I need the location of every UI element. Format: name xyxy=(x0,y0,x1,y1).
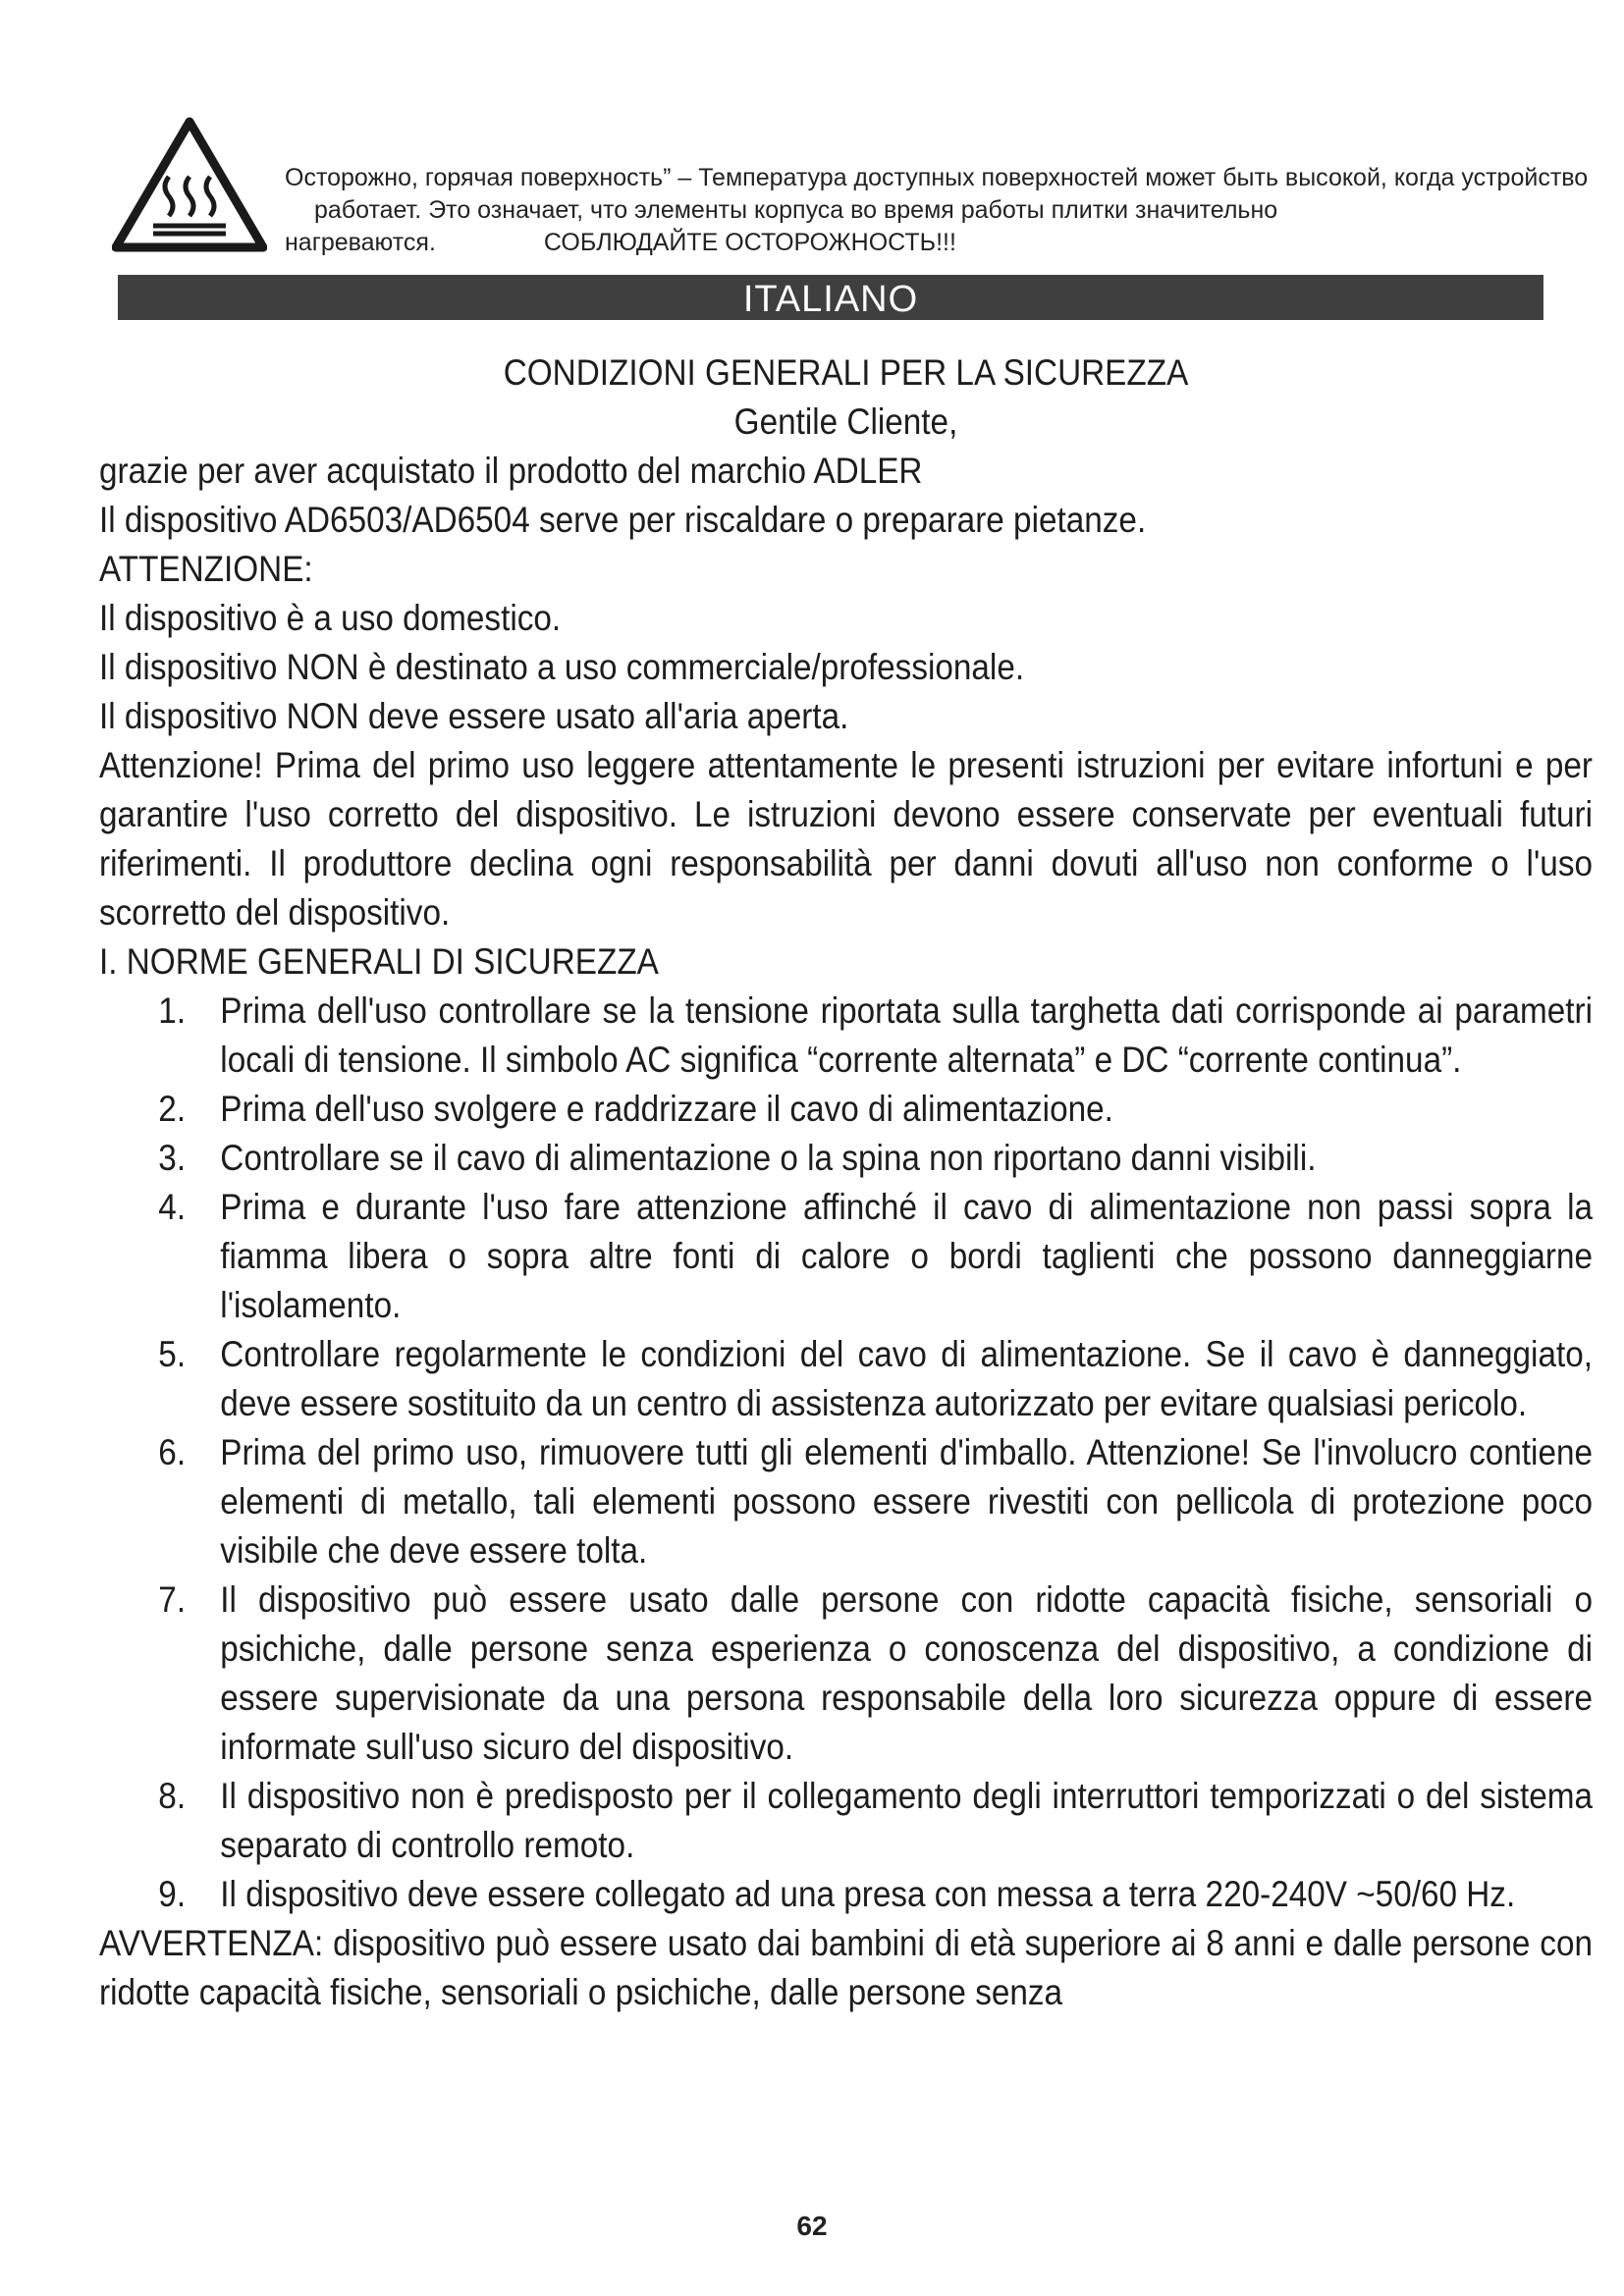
list-item-number: 2. xyxy=(158,1089,187,1129)
warning-line-1: Осторожно, горячая поверхность” – Температура доступных поверхностей может быть высокой, когда устройство xyxy=(285,164,1589,191)
list-item xyxy=(99,1575,1593,1772)
page-title: CONDIZIONI GENERALI PER LA SICUREZZA xyxy=(503,352,1189,393)
list-item xyxy=(99,1134,1593,1183)
warning-caution: СОБЛЮДАЙТЕ ОСТОРОЖНОСТЬ!!! xyxy=(543,229,956,256)
list-item xyxy=(99,1085,1593,1134)
list-item-text: Prima dell'uso svolgere e raddrizzare il cavo di alimentazione. xyxy=(220,1089,1113,1129)
intro-line: Il dispositivo NON è destinato a uso commerciale/professionale. xyxy=(99,647,1025,687)
list-item-number: 9. xyxy=(158,1874,187,1914)
warning-line-3-text: нагреваются. xyxy=(285,229,436,256)
document-body xyxy=(99,348,1593,2017)
list-item-text: Controllare regolarmente le condizioni del cavo di alimentazione. Se il cavo è danneggiato, deve essere sostituito da un centro di assistenza autorizzato per evitare qualsiasi pericolo. xyxy=(220,1334,1593,1423)
language-banner: ITALIANO xyxy=(118,275,1543,320)
intro-line: grazie per aver acquistato il prodotto del marchio ADLER xyxy=(99,451,923,491)
intro-line: Il dispositivo è a uso domestico. xyxy=(99,598,562,638)
list-item-number: 6. xyxy=(158,1432,187,1472)
list-item-number: 1. xyxy=(158,990,187,1031)
list-item-text: Prima e durante l'uso fare attenzione affinché il cavo di alimentazione non passi sopra la fiamma libera o sopra altre fonti di calore o bordi taglienti che possono danneggiarne l'isolamento. xyxy=(220,1187,1593,1325)
greeting: Gentile Cliente, xyxy=(733,401,958,442)
list-item-number: 4. xyxy=(158,1187,187,1227)
list-item-text: Prima del primo uso, rimuovere tutti gli elementi d'imballo. Attenzione! Se l'involucro contiene elementi di metallo, tali elementi possono essere rivestiti con pellicola di protezione poco visibile che deve essere tolta. xyxy=(220,1432,1593,1571)
page-number: 62 xyxy=(796,2211,828,2241)
list-item-number: 7. xyxy=(158,1579,187,1620)
list-item xyxy=(99,1870,1593,1919)
list-item-number: 8. xyxy=(158,1776,187,1816)
attention-paragraph: Attenzione! Prima del primo uso leggere attentamente le presenti istruzioni per evitare infortuni e per garantire l'uso corretto del dispositivo. Le istruzioni devono essere conservate per eventuali futuri riferimenti. Il produttore declina ogni responsabilità per danni dovuti all'uso non conforme o l'uso scorretto del dispositivo. xyxy=(99,745,1593,933)
safety-rules-list xyxy=(99,987,1593,1919)
list-item-text: Il dispositivo deve essere collegato ad una presa con messa a terra 220-240V ~50/60 Hz. xyxy=(220,1874,1516,1914)
section-title: I. NORME GENERALI DI SICUREZZA xyxy=(99,941,659,982)
intro-line: Il dispositivo NON deve essere usato all'aria aperta. xyxy=(99,696,849,736)
list-item xyxy=(99,987,1593,1085)
list-item-text: Il dispositivo può essere usato dalle persone con ridotte capacità fisiche, sensoriali o psichiche, dalle persone senza esperienza o conoscenza del dispositivo, a condizione di essere supervisionate da una persona responsabile della loro sicurezza oppure di essere informate sull'uso sicuro del dispositivo. xyxy=(220,1579,1593,1767)
list-item xyxy=(99,1428,1593,1575)
list-item-number: 5. xyxy=(158,1334,187,1374)
list-item xyxy=(99,1772,1593,1870)
list-item-text: Prima dell'uso controllare se la tensione riportata sulla targhetta dati corrisponde ai parametri locali di tensione. Il simbolo AC significa “corrente alternata” e DC “corrente continua”. xyxy=(220,990,1593,1080)
list-item-text: Controllare se il cavo di alimentazione o la spina non riportano danni visibili. xyxy=(220,1138,1317,1178)
list-item xyxy=(99,1330,1593,1428)
list-item-number: 3. xyxy=(158,1138,187,1178)
warning-line-3 xyxy=(285,227,1581,259)
intro-line: Il dispositivo AD6503/AD6504 serve per riscaldare o preparare pietanze. xyxy=(99,500,1147,540)
hot-surface-icon xyxy=(112,116,267,253)
list-item-text: Il dispositivo non è predisposto per il collegamento degli interruttori temporizzati o del sistema separato di controllo remoto. xyxy=(220,1776,1593,1865)
hot-surface-warning xyxy=(285,162,1589,259)
warning-line-2: работает. Это означает, что элементы корпуса во время работы плитки значительно xyxy=(314,196,1278,224)
intro-line: ATTENZIONE: xyxy=(99,549,313,589)
list-item xyxy=(99,1183,1593,1330)
warning-paragraph: AVVERTENZA: dispositivo può essere usato dai bambini di età superiore ai 8 anni e dalle persone con ridotte capacità fisiche, sensoriali o psichiche, dalle persone senza xyxy=(99,1923,1593,2012)
